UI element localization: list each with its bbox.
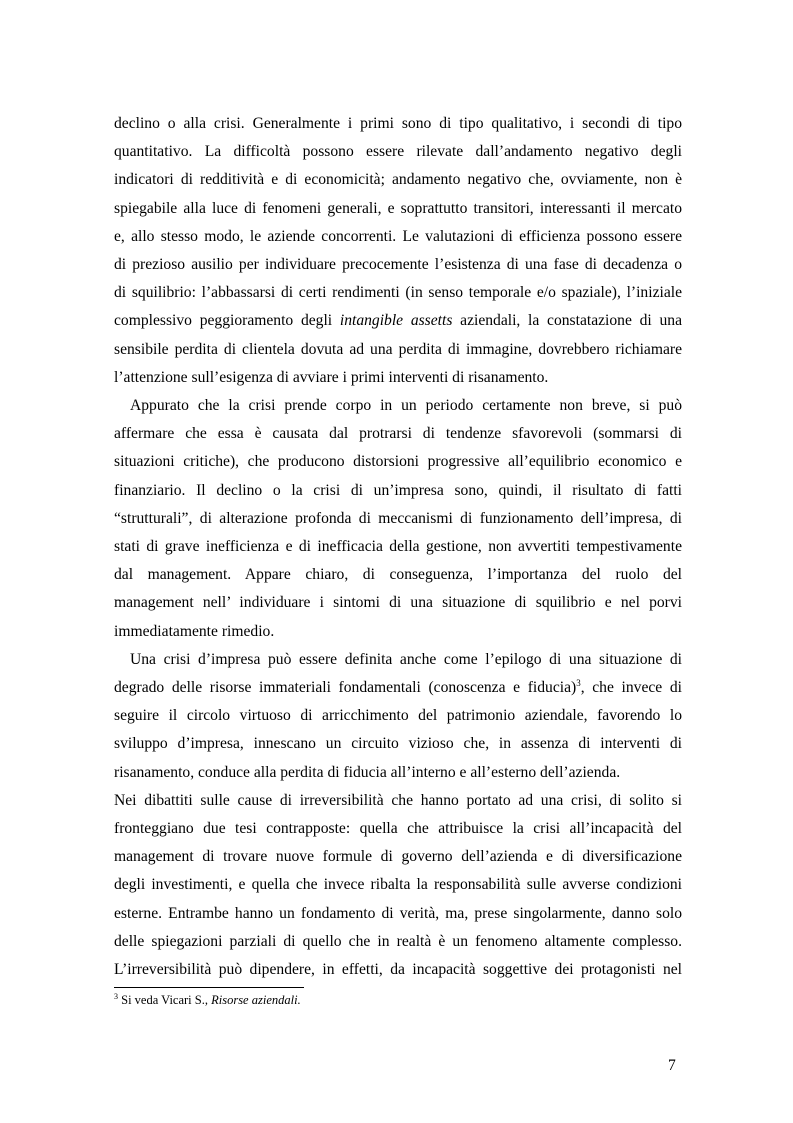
body-text bbox=[114, 110, 682, 984]
text-line: Una crisi d’impresa può essere definita anche come l’epilogo di una situazione di bbox=[130, 650, 682, 668]
text-line: risanamento, conduce alla perdita di fiducia all’interno e all’esterno dell’azienda. bbox=[114, 763, 621, 781]
text-line: Appurato che la crisi prende corpo in un periodo certamente non breve, si può bbox=[130, 397, 682, 415]
text-line: L’irreversibilità può dipendere, in effetti, da incapacità soggettive dei protagonisti nel bbox=[114, 961, 682, 979]
page-number: 7 bbox=[668, 1057, 676, 1074]
text-line: sensibile perdita di clientela dovuta ad una perdita di immagine, dovrebbero richiamare bbox=[114, 340, 682, 358]
text-fragment: degrado delle risorse immateriali fondamentali (conoscenza e fiducia) bbox=[114, 679, 577, 697]
text-line: indicatori di redditività e di economicità; andamento negativo che, ovviamente, non è bbox=[114, 171, 682, 189]
text-line: spiegabile alla luce di fenomeni generali, e soprattutto transitori, interessanti il mercato bbox=[114, 199, 682, 217]
text-line: di prezioso ausilio per individuare precocemente l’esistenza di una fase di decadenza o bbox=[114, 256, 682, 274]
footnote-title: Risorse aziendali. bbox=[211, 993, 301, 1007]
text-line: fronteggiano due tesi contrapposte: quella che attribuisce la crisi all’incapacità del bbox=[114, 820, 682, 838]
text-fragment: aziendali, la constatazione di una bbox=[452, 312, 682, 330]
footnote bbox=[114, 992, 301, 1008]
text-line: “strutturali”, di alterazione profonda di meccanismi di funzionamento dell’impresa, di bbox=[114, 509, 682, 527]
text-line: affermare che essa è causata dal protrarsi di tendenze sfavorevoli (sommarsi di bbox=[114, 425, 682, 443]
text-line: situazioni critiche), che producono distorsioni progressive all’equilibrio economico e bbox=[114, 453, 682, 471]
footnote-reference: 3 bbox=[576, 677, 581, 688]
text-fragment: , che invece di bbox=[580, 679, 682, 697]
text-line bbox=[114, 307, 682, 335]
paragraph-2 bbox=[114, 392, 682, 646]
text-line: finanziario. Il declino o la crisi di un’impresa sono, quindi, il risultato di fatti bbox=[114, 481, 682, 499]
paragraph-4 bbox=[114, 787, 682, 984]
footnote-divider bbox=[114, 987, 304, 988]
text-line: l’attenzione sull’esigenza di avviare i primi interventi di risanamento. bbox=[114, 368, 549, 386]
text-line: dal management. Appare chiaro, di conseguenza, l’importanza del ruolo del bbox=[114, 566, 682, 584]
text-line: sviluppo d’impresa, innescano un circuito vizioso che, in assenza di interventi di bbox=[114, 735, 682, 753]
text-line: delle spiegazioni parziali di quello che in realtà è un fenomeno altamente complesso. bbox=[114, 932, 682, 950]
italic-term: intangible assetts bbox=[339, 312, 453, 330]
text-line: stati di grave inefficienza e di inefficacia della gestione, non avvertiti tempestivamente bbox=[114, 538, 682, 556]
text-line: esterne. Entrambe hanno un fondamento di verità, ma, prese singolarmente, danno solo bbox=[114, 904, 682, 922]
text-line bbox=[114, 674, 682, 702]
text-line: e, allo stesso modo, le aziende concorrenti. Le valutazioni di efficienza possono essere bbox=[114, 227, 682, 245]
text-line: declino o alla crisi. Generalmente i primi sono di tipo qualitativo, i secondi di tipo bbox=[114, 115, 682, 132]
text-line: seguire il circolo virtuoso di arricchimento del patrimonio aziendale, favorendo lo bbox=[114, 707, 682, 725]
text-line: degli investimenti, e quella che invece ribalta la responsabilità sulle avverse condizioni bbox=[114, 876, 682, 894]
paragraph-1 bbox=[114, 110, 682, 392]
text-fragment: complessivo peggioramento degli bbox=[114, 312, 340, 330]
text-line: management nell’ individuare i sintomi di una situazione di squilibrio e nel porvi bbox=[114, 594, 682, 612]
text-line: Nei dibattiti sulle cause di irreversibilità che hanno portato ad una crisi, di solito si bbox=[114, 791, 682, 809]
text-line: quantitativo. La difficoltà possono essere rilevate dall’andamento negativo degli bbox=[114, 143, 682, 161]
text-line: di squilibrio: l’abbassarsi di certi rendimenti (in senso temporale e/o spaziale), l’iniziale bbox=[114, 284, 682, 302]
paragraph-3 bbox=[114, 646, 682, 787]
text-line: management di trovare nuove formule di governo dell’azienda e di diversificazione bbox=[114, 848, 682, 866]
footnote-text: Si veda Vicari S., bbox=[118, 993, 212, 1007]
text-line: immediatamente rimedio. bbox=[114, 622, 275, 640]
footnote-number: 3 bbox=[114, 991, 118, 1001]
